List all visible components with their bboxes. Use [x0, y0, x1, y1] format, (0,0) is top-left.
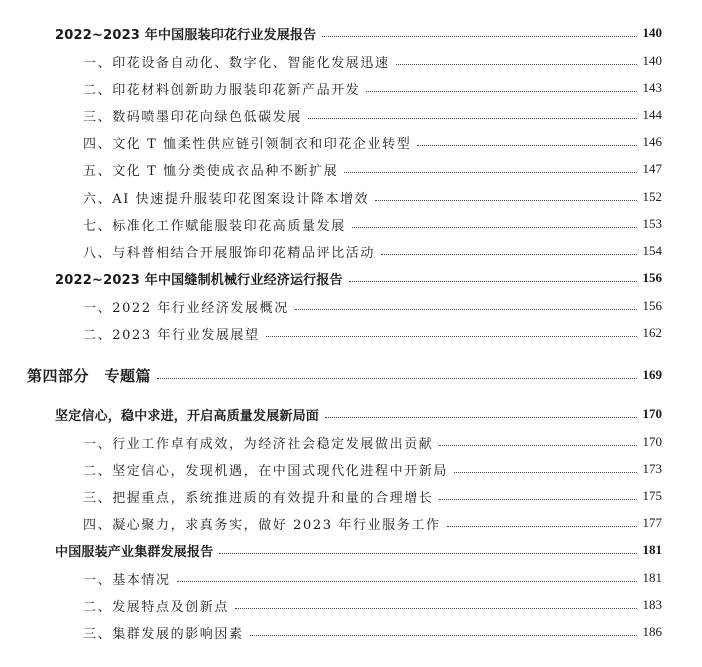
toc-leader-dots [417, 145, 636, 146]
toc-entry[interactable] [83, 513, 662, 533]
toc-leader-dots [219, 553, 636, 554]
toc-entry-title: 四、文化 T 恤柔性供应链引领制衣和印花企业转型 [83, 136, 412, 152]
toc-entry-title: 四、凝心聚力，求真务实，做好 2023 年行业服务工作 [83, 517, 441, 533]
toc-entry[interactable] [55, 268, 662, 288]
toc-entry-page: 170 [642, 434, 662, 449]
toc-entry[interactable] [55, 23, 662, 43]
toc-entry-title: 三、把握重点，系统推进质的有效提升和量的合理增长 [83, 490, 434, 506]
toc-entry-page: 177 [642, 515, 662, 530]
toc-leader-dots [375, 200, 636, 201]
toc-entry[interactable] [83, 622, 662, 642]
toc-entry-title: 一、2022 年行业经济发展概况 [83, 300, 289, 316]
toc-entry[interactable] [83, 105, 662, 125]
toc-entry[interactable] [83, 132, 662, 152]
toc-leader-dots [454, 472, 636, 473]
toc-part-heading[interactable] [27, 365, 662, 385]
toc-entry[interactable] [83, 51, 662, 71]
toc-entry-page: 154 [642, 243, 662, 258]
toc-entry[interactable] [83, 159, 662, 179]
toc-entry[interactable] [83, 214, 662, 234]
toc-entry[interactable] [83, 187, 662, 207]
toc-entry[interactable] [55, 404, 662, 424]
toc-entry-page: 156 [642, 270, 662, 285]
toc-entry[interactable] [83, 432, 662, 452]
toc-entry-title: 三、数码喷墨印花向绿色低碳发展 [83, 109, 303, 125]
toc-entry-page: 146 [642, 134, 662, 149]
toc-leader-dots [381, 254, 636, 255]
toc-entry[interactable] [83, 459, 662, 479]
toc-entry[interactable] [55, 540, 662, 560]
toc-leader-dots [439, 499, 636, 500]
toc-entry-page: 144 [642, 107, 662, 122]
toc-entry-title: 八、与科普相结合开展服饰印花精品评比活动 [83, 245, 376, 261]
toc-entry-page: 181 [642, 570, 662, 585]
toc-entry-title: 2022~2023 年中国缝制机械行业经济运行报告 [55, 272, 343, 288]
toc-entry-title: 2022~2023 年中国服装印花行业发展报告 [55, 27, 317, 43]
toc-entry-title: 第四部分 专题篇 [27, 366, 152, 385]
toc-entry-title: 二、印花材料创新助力服装印花新产品开发 [83, 82, 361, 98]
toc-entry-page: 162 [642, 325, 662, 340]
toc-leader-dots [266, 336, 637, 337]
toc-entry-page: 143 [642, 80, 662, 95]
toc-entry-title: 二、坚定信心，发现机遇，在中国式现代化进程中开新局 [83, 463, 449, 479]
toc-leader-dots [352, 227, 637, 228]
toc-entry-title: 六、AI 快速提升服装印花图案设计降本增效 [83, 191, 370, 207]
toc-entry-title: 坚定信心，稳中求进，开启高质量发展新局面 [55, 408, 320, 424]
toc-leader-dots [447, 526, 637, 527]
toc-leader-dots [439, 445, 636, 446]
toc-leader-dots [157, 378, 636, 379]
toc-entry-page: 183 [642, 597, 662, 612]
toc-entry[interactable] [83, 78, 662, 98]
toc-leader-dots [177, 581, 637, 582]
toc-entry-page: 153 [642, 216, 662, 231]
toc-entry-page: 156 [642, 298, 662, 313]
toc-entry-page: 170 [642, 406, 662, 421]
toc-entry-title: 三、集群发展的影响因素 [83, 626, 244, 642]
toc-entry[interactable] [83, 323, 662, 343]
toc-leader-dots [366, 91, 636, 92]
toc-leader-dots [250, 635, 637, 636]
toc-leader-dots [308, 118, 636, 119]
toc-entry[interactable] [83, 486, 662, 506]
toc-leader-dots [344, 172, 636, 173]
toc-leader-dots [235, 608, 636, 609]
toc-leader-dots [325, 417, 636, 418]
toc-entry-page: 173 [642, 461, 662, 476]
toc-entry-title: 五、文化 T 恤分类使成衣品种不断扩展 [83, 163, 339, 179]
toc-entry-page: 140 [642, 53, 662, 68]
toc-entry-page: 181 [642, 542, 662, 557]
toc-entry-page: 152 [642, 189, 662, 204]
toc-entry-title: 一、行业工作卓有成效，为经济社会稳定发展做出贡献 [83, 436, 434, 452]
toc-entry-page: 175 [642, 488, 662, 503]
toc-entry[interactable] [83, 296, 662, 316]
toc-entry-title: 二、2023 年行业发展展望 [83, 327, 260, 343]
toc-leader-dots [349, 281, 637, 282]
toc-entry-page: 140 [642, 25, 662, 40]
toc-entry-page: 169 [642, 367, 662, 382]
toc-entry[interactable] [83, 595, 662, 615]
toc-entry[interactable] [83, 241, 662, 261]
toc-entry-title: 七、标准化工作赋能服装印花高质量发展 [83, 218, 346, 234]
toc-entry-page: 186 [642, 624, 662, 639]
toc-entry-title: 中国服装产业集群发展报告 [55, 544, 214, 560]
toc-entry-title: 一、印花设备自动化、数字化、智能化发展迅速 [83, 55, 390, 71]
toc-leader-dots [396, 64, 637, 65]
toc-leader-dots [322, 36, 636, 37]
toc-leader-dots [295, 309, 637, 310]
toc-entry-page: 147 [642, 161, 662, 176]
toc-entry-title: 一、基本情况 [83, 572, 171, 588]
toc-entry[interactable] [83, 568, 662, 588]
toc-entry-title: 二、发展特点及创新点 [83, 599, 230, 615]
